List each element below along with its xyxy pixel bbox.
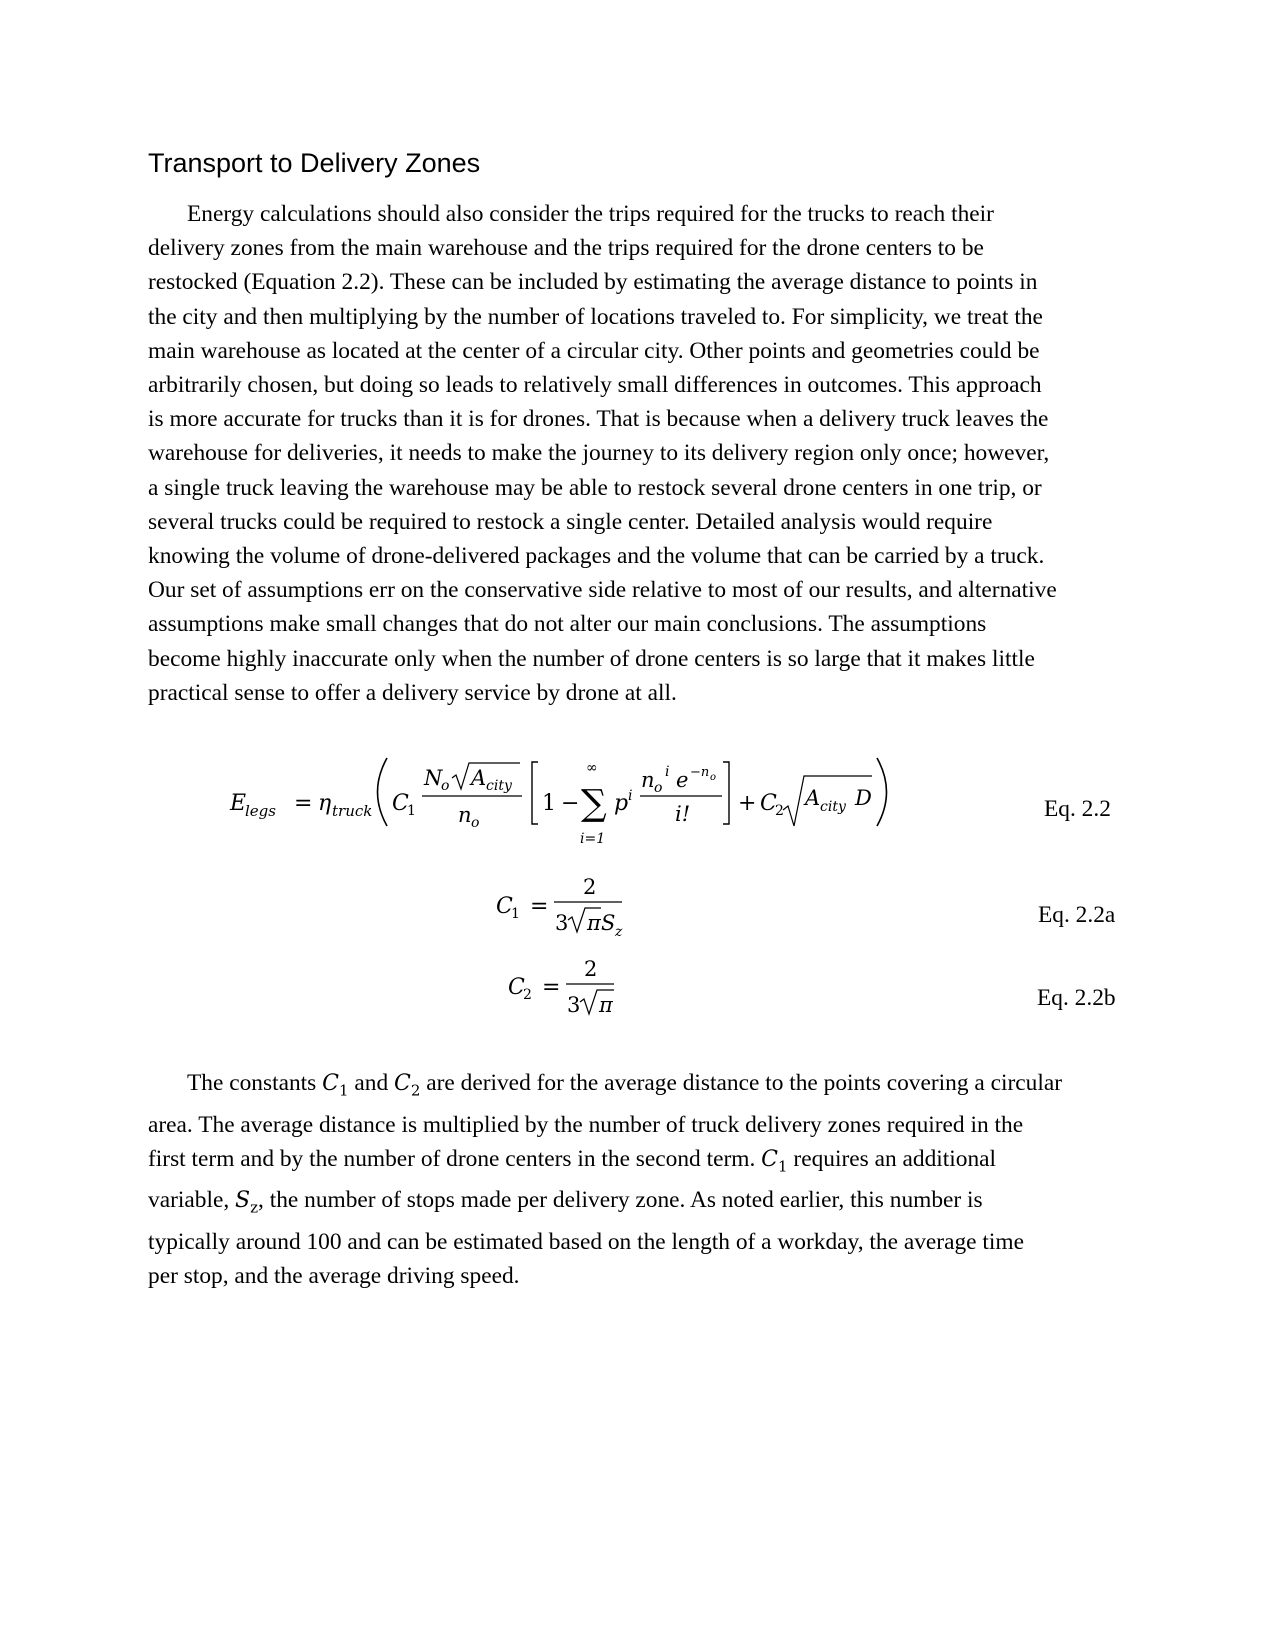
minus-sign: − xyxy=(561,791,580,816)
left-bracket xyxy=(532,762,538,824)
equals-sign: = xyxy=(530,894,549,919)
equation-label: Eq. 2.2a xyxy=(1038,902,1116,928)
text-run: The constants xyxy=(187,1070,323,1096)
text-line: restocked (Equation 2.2). These can be included by estimating the average distance to points in xyxy=(148,269,1038,296)
c1-symbol: C xyxy=(322,1071,339,1096)
text-line: delivery zones from the main warehouse and the trips required for the drone centers to be xyxy=(148,235,984,262)
d-symbol: D xyxy=(855,786,872,810)
text-line: Our set of assumptions err on the conservative side relative to most of our results, and alternative xyxy=(148,577,1057,604)
c2-symbol: C xyxy=(760,791,777,816)
text-line xyxy=(148,1066,1138,1108)
text-line: Energy calculations should also consider the trips required for the trucks to reach their xyxy=(187,201,994,227)
c1-subscript: 1 xyxy=(778,1157,788,1176)
pi-symbol: π xyxy=(599,993,613,1017)
eta-symbol: η xyxy=(318,791,332,816)
c2-subscript: 2 xyxy=(775,803,784,819)
sum-upper-limit: ∞ xyxy=(586,760,598,776)
s-subscript: z xyxy=(615,924,623,940)
text-line: a single truck leaving the warehouse may be able to restock several drone centers in one trip, or xyxy=(148,474,1042,501)
text-line: main warehouse as located at the center of a circular city. Other points and geometries could be xyxy=(148,337,1040,364)
body-paragraph xyxy=(148,197,1138,710)
text-line: several trucks could be required to restock a single center. Detailed analysis would require xyxy=(148,508,993,535)
s-subscript: z xyxy=(250,1198,259,1217)
text-line: the city and then multiplying by the number of locations traveled to. For simplicity, we treat the xyxy=(148,303,1043,330)
text-line: assumptions make small changes that do not alter our main conclusions. The assumptions xyxy=(148,611,987,638)
plus-sign: + xyxy=(738,791,757,816)
equation-label: Eq. 2.2b xyxy=(1037,985,1116,1011)
frac-numerator-n-sub: o xyxy=(441,778,450,794)
right-bracket xyxy=(723,762,729,824)
c1-subscript: 1 xyxy=(511,906,520,922)
equals-sign: = xyxy=(294,791,313,816)
numerator: 2 xyxy=(583,875,597,899)
text-run: variable, xyxy=(148,1187,236,1214)
text-line: practical sense to offer a delivery service by drone at all. xyxy=(148,679,677,706)
a2-subscript: city xyxy=(820,799,846,815)
a-symbol: A xyxy=(471,766,487,790)
s-symbol: S xyxy=(235,1188,251,1214)
p-superscript: i xyxy=(628,788,633,804)
c1-inline xyxy=(322,1071,349,1100)
c1-symbol: C xyxy=(761,1146,779,1172)
lhs-subscript: legs xyxy=(245,802,276,820)
c1-subscript: 1 xyxy=(407,803,416,819)
poisson-n: n xyxy=(641,768,655,792)
sum-lower-limit: i=1 xyxy=(580,831,606,847)
c2-subscript: 2 xyxy=(523,987,532,1003)
c1-inline xyxy=(761,1146,788,1176)
c2-symbol: C xyxy=(508,975,525,1000)
one-digit: 1 xyxy=(542,791,556,816)
text-line: become highly inaccurate only when the number of drone centers is so large that it makes little xyxy=(148,645,1035,672)
frac-denominator-n-sub: o xyxy=(471,815,480,831)
poisson-e: e xyxy=(676,768,689,792)
denominator-three: 3 xyxy=(555,911,569,935)
poisson-n-sup: i xyxy=(665,764,670,780)
text-line: area. The average distance is multiplied by the number of truck delivery zones required in the xyxy=(148,1111,1024,1138)
text-run: first term and by the number of drone centers in the second term. xyxy=(148,1145,762,1172)
numerator: 2 xyxy=(584,957,598,981)
text-run: and xyxy=(348,1070,394,1096)
s-symbol: S xyxy=(601,911,616,935)
p-symbol: p xyxy=(614,791,629,816)
c2-inline xyxy=(393,1071,421,1100)
section-heading: Transport to Delivery Zones xyxy=(148,148,481,178)
text-run: requires an additional xyxy=(787,1145,997,1172)
pi-symbol: π xyxy=(587,911,601,935)
c1-subscript: 1 xyxy=(338,1081,349,1100)
sum-sign: ∑ xyxy=(581,783,607,824)
a2-symbol: A xyxy=(805,786,821,810)
text-line: is more accurate for trucks than it is for drones. That is because when a delivery truck leaves the xyxy=(148,406,1049,433)
sz-inline xyxy=(235,1188,259,1217)
frac-denominator-n: n xyxy=(458,803,472,827)
eta-subscript: truck xyxy=(332,802,373,820)
body-paragraph xyxy=(148,1066,1138,1293)
denominator-three: 3 xyxy=(567,993,581,1017)
text-line: warehouse for deliveries, it needs to make the journey to its delivery region only once; however, xyxy=(148,440,1050,467)
c2-subscript: 2 xyxy=(410,1081,421,1100)
lhs-symbol: E xyxy=(230,791,247,816)
c2-symbol: C xyxy=(393,1071,411,1096)
poisson-e-sup-sub: o xyxy=(710,772,717,783)
left-paren xyxy=(378,758,388,826)
text-line xyxy=(148,1183,1138,1225)
equals-sign: = xyxy=(542,975,561,1000)
text-line: per stop, and the average driving speed. xyxy=(148,1263,520,1290)
text-line: arbitrarily chosen, but doing so leads to relatively small differences in outcomes. This approach xyxy=(148,372,1042,399)
equation-label: Eq. 2.2 xyxy=(1044,796,1111,822)
a-subscript: city xyxy=(486,778,512,794)
text-line xyxy=(148,1142,1138,1184)
c1-symbol: C xyxy=(392,791,409,816)
poisson-n-sub: o xyxy=(654,780,663,796)
c1-symbol: C xyxy=(496,894,513,919)
text-run: are derived for the average distance to the points covering a circular xyxy=(420,1070,1063,1096)
poisson-e-sup: −n xyxy=(690,765,710,780)
text-line: typically around 100 and can be estimated based on the length of a workday, the average time xyxy=(148,1228,1024,1255)
poisson-denominator: i! xyxy=(675,802,691,826)
frac-numerator-n: N xyxy=(424,766,443,790)
right-paren xyxy=(877,758,887,826)
text-line: knowing the volume of drone-delivered packages and the volume that can be carried by a truck. xyxy=(148,543,1045,570)
text-run: , the number of stops made per delivery zone. As noted earlier, this number is xyxy=(258,1187,983,1214)
